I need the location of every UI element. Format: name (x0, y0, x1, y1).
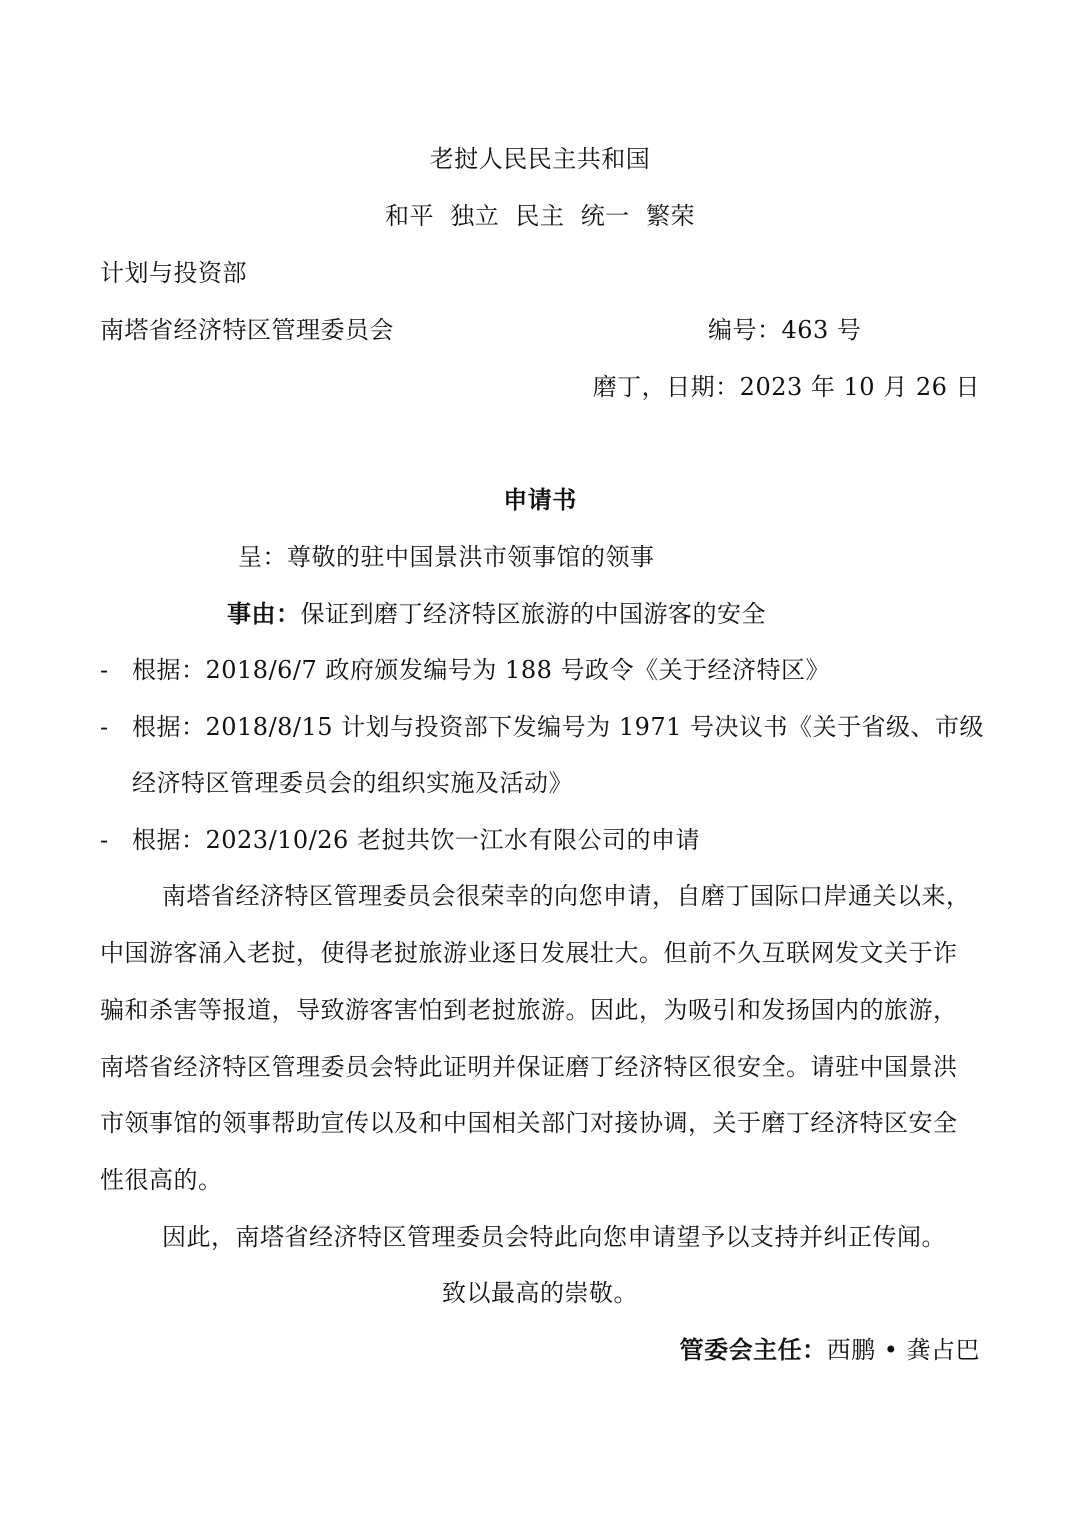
subject-line (227, 598, 766, 630)
body-paragraph-line: 性很高的。 (100, 1166, 223, 1194)
body-paragraph-line: 市领事馆的领事帮助宣传以及和中国相关部门对接协调，关于磨丁经济特区安全 (100, 1109, 958, 1137)
basis-dash: - (100, 826, 109, 854)
signature-name: 西鹏 • 龚占巴 (826, 1336, 980, 1364)
body-paragraph-line: 南塔省经济特区管理委员会很荣幸的向您申请，自磨丁国际口岸通关以来， (162, 882, 971, 910)
recipient-label: 呈： (238, 543, 287, 571)
basis-item: 根据：2018/6/7 政府颁发编号为 188 号政令《关于经济特区》 (132, 656, 830, 684)
signature-line (680, 1334, 980, 1366)
body-paragraph-line: 中国游客涌入老挝，使得老挝旅游业逐日发展壮大。但前不久互联网发文关于诈 (100, 939, 958, 967)
body-paragraph-line: 南塔省经济特区管理委员会特此证明并保证磨丁经济特区很安全。请驻中国景洪 (100, 1053, 958, 1081)
basis-dash: - (100, 713, 109, 741)
basis-item-continuation: 经济特区管理委员会的组织实施及活动》 (132, 769, 573, 797)
signature-label: 管委会主任： (679, 1335, 827, 1364)
closing-salutation: 致以最高的崇敬。 (442, 1279, 638, 1307)
body-paragraph-2: 因此，南塔省经济特区管理委员会特此向您申请望予以支持并纠正传闻。 (162, 1223, 946, 1251)
basis-item: 根据：2023/10/26 老挝共饮一江水有限公司的申请 (132, 826, 700, 854)
recipient-line (238, 541, 655, 573)
recipient-text: 尊敬的驻中国景洪市领事馆的领事 (287, 543, 655, 571)
document-number: 编号：463 号 (708, 316, 862, 344)
document-date: 磨丁，日期：2023 年 10 月 26 日 (592, 373, 980, 401)
basis-item: 根据：2018/8/15 计划与投资部下发编号为 1971 号决议书《关于省级、市级 (132, 713, 985, 741)
subject-text: 保证到磨丁经济特区旅游的中国游客的安全 (300, 600, 766, 628)
ministry-name: 计划与投资部 (100, 259, 247, 287)
body-paragraph-line: 骗和杀害等报道，导致游客害怕到老挝旅游。因此，为吸引和发扬国内的旅游， (100, 996, 958, 1024)
national-motto: 和平 独立 民主 统一 繁荣 (384, 202, 696, 230)
subject-label: 事由： (227, 599, 301, 628)
document-title: 申请书 (503, 485, 577, 514)
committee-name: 南塔省经济特区管理委员会 (100, 316, 394, 344)
basis-dash: - (100, 656, 109, 684)
country-name: 老挝人民民主共和国 (429, 145, 651, 173)
